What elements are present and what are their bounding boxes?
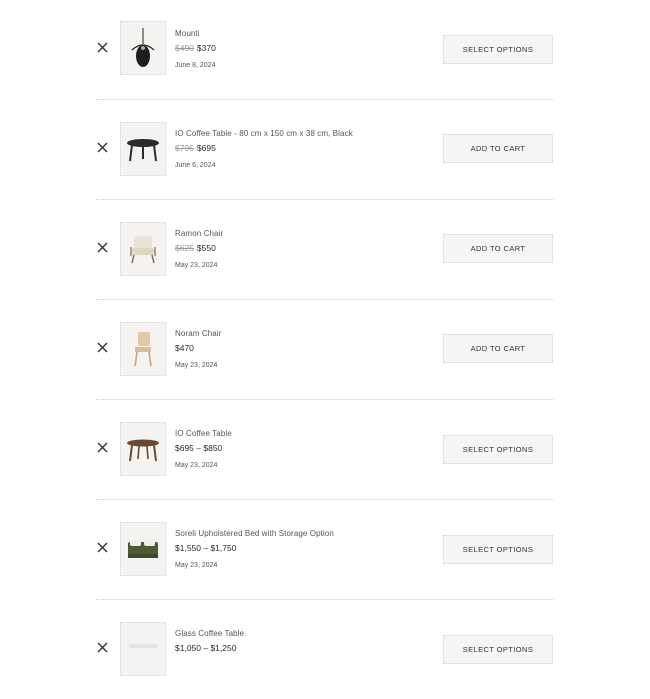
product-price [175,43,216,53]
close-icon [97,542,108,553]
black-table-icon [125,134,161,164]
product-price [175,243,223,253]
product-name[interactable]: Glass Coffee Table [175,629,245,638]
date-added: May 23, 2024 [175,262,218,269]
product-price [175,143,353,153]
sale-price: $470 [175,343,194,353]
sale-price: $1,050 – $1,250 [175,643,237,653]
close-icon [97,42,108,53]
wishlist-row [96,100,554,200]
add-to-cart-button[interactable]: ADD TO CART [443,334,553,363]
product-price [175,543,334,553]
sale-price: $695 – $850 [175,443,223,453]
date-added: May 23, 2024 [175,362,218,369]
product-name[interactable]: Noram Chair [175,329,222,338]
product-price [175,443,232,453]
remove-item-button[interactable] [90,435,114,459]
product-name[interactable]: IO Coffee Table - 80 cm x 150 cm x 38 cm, Black [175,129,353,138]
product-thumbnail[interactable] [120,122,166,176]
armchair-icon [127,232,159,266]
product-name[interactable]: IO Coffee Table [175,429,232,438]
product-thumbnail[interactable] [120,21,166,75]
wishlist-row [96,400,554,500]
product-thumbnail[interactable] [120,522,166,576]
original-price: $795 [175,143,194,153]
remove-item-button[interactable] [90,135,114,159]
wishlist-row [96,0,554,100]
product-price [175,643,244,653]
product-name[interactable]: Soreli Upholstered Bed with Storage Option [175,529,334,538]
product-thumbnail[interactable] [120,622,166,676]
select-options-button[interactable]: SELECT OPTIONS [443,535,553,564]
select-options-button[interactable]: SELECT OPTIONS [443,635,553,664]
product-thumbnail[interactable] [120,222,166,276]
select-options-button[interactable]: SELECT OPTIONS [443,35,553,64]
close-icon [97,442,108,453]
wooden-chair-icon [130,330,156,368]
date-added: June 6, 2024 [175,162,216,169]
add-to-cart-button[interactable]: ADD TO CART [443,234,553,263]
remove-item-button[interactable] [90,635,114,659]
sale-price: $550 [196,243,216,253]
remove-item-button[interactable] [90,335,114,359]
wood-table-icon [125,434,161,464]
sale-price: $370 [196,43,216,53]
close-icon [97,342,108,353]
wishlist-row [96,500,554,600]
pendant-lamp-icon [128,26,158,70]
product-name[interactable]: Ramon Chair [175,229,224,238]
close-icon [97,242,108,253]
original-price: $490 [175,43,194,53]
date-added: June 8, 2024 [175,62,216,69]
close-icon [97,142,108,153]
wishlist [96,0,554,699]
product-price [175,343,221,353]
bed-icon [125,536,161,562]
product-thumbnail[interactable] [120,422,166,476]
sale-price: $695 [196,143,216,153]
select-options-button[interactable]: SELECT OPTIONS [443,435,553,464]
add-to-cart-button[interactable]: ADD TO CART [443,134,553,163]
sale-price: $1,550 – $1,750 [175,543,237,553]
close-icon [97,642,108,653]
remove-item-button[interactable] [90,535,114,559]
original-price: $625 [175,243,194,253]
glass-table-icon [125,634,161,664]
remove-item-button[interactable] [90,35,114,59]
date-added: May 23, 2024 [175,462,218,469]
product-name[interactable]: Mounti [175,29,200,38]
wishlist-row [96,300,554,400]
wishlist-row [96,200,554,300]
date-added: May 23, 2024 [175,562,218,569]
product-thumbnail[interactable] [120,322,166,376]
remove-item-button[interactable] [90,235,114,259]
